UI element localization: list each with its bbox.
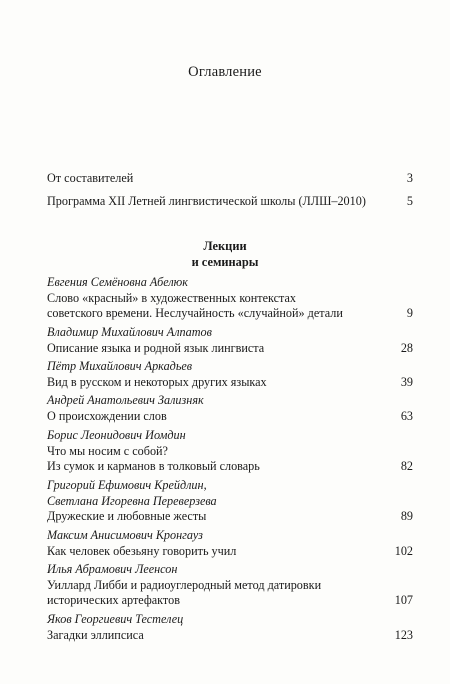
toc-entry [47,478,413,525]
toc-entry [47,325,413,356]
toc-entry [47,428,413,475]
entry-title-line: Как человек обезьяну говорить учил [47,543,237,558]
toc-entry [47,528,413,559]
toc-front-page: 5 [406,194,413,208]
page-title: Оглавление [188,64,262,80]
entry-title-line: Что мы носим с собой? [47,443,168,458]
toc-entry [47,275,413,322]
entry-title-line: Слово «красный» в художественных контекстах [47,290,296,305]
entry-author: Илья Абрамович Леенсон [47,562,178,576]
entry-page: 39 [400,374,413,389]
toc-entry [47,612,413,643]
entry-page: 63 [400,408,413,423]
section-heading [0,238,450,270]
entry-title-line: Уиллард Либби и радиоуглеродный метод датировки [47,577,322,592]
entry-author: Пётр Михайлович Аркадьев [47,359,193,373]
entry-title-line: Дружеские и любовные жесты [47,509,207,524]
toc-entry [47,393,413,424]
entry-title-line: Вид в русском и некоторых других языках [47,374,267,389]
entry-page: 82 [400,459,413,474]
toc-front-page: 3 [406,171,413,185]
entry-title-line: Из сумок и карманов в толковый словарь [47,459,260,474]
entry-author: Яков Георгиевич Тестелец [47,612,184,626]
toc-front-row [47,170,413,186]
entry-author: Григорий Ефимович Крейдлин, [47,478,207,492]
toc-entry [47,359,413,390]
section-heading-line: Лекции [203,239,247,253]
toc-front-row [47,193,413,209]
entry-page: 102 [394,543,413,558]
entry-title-line: О происхождении слов [47,408,167,423]
entry-author: Евгения Семёновна Абелюк [47,275,188,289]
entry-author: Максим Анисимович Кронгауз [47,528,203,542]
section-heading-line: и семинары [191,255,259,269]
entry-page: 107 [394,593,413,608]
toc-front-text: Программа XII Летней лингвистической школы (ЛЛШ–2010) [47,194,366,208]
entry-author: Борис Леонидович Иомдин [47,428,186,442]
entry-author: Владимир Михайлович Алпатов [47,325,212,339]
entry-title-line: Описание языка и родной язык лингвиста [47,340,265,355]
entry-author: Андрей Анатольевич Зализняк [47,393,204,407]
entry-page: 9 [406,306,413,321]
entry-title-line: исторических артефактов [47,593,180,608]
entry-title-line: советского времени. Неслучайность «случайной» детали [47,306,343,321]
entry-author: Светлана Игоревна Переверзева [47,493,217,508]
entry-page: 89 [400,509,413,524]
entry-title-line: Загадки эллипсиса [47,627,144,642]
toc-front-text: От составителей [47,171,134,185]
toc-entry [47,562,413,609]
entry-page: 28 [400,340,413,355]
entry-page: 123 [394,627,413,642]
